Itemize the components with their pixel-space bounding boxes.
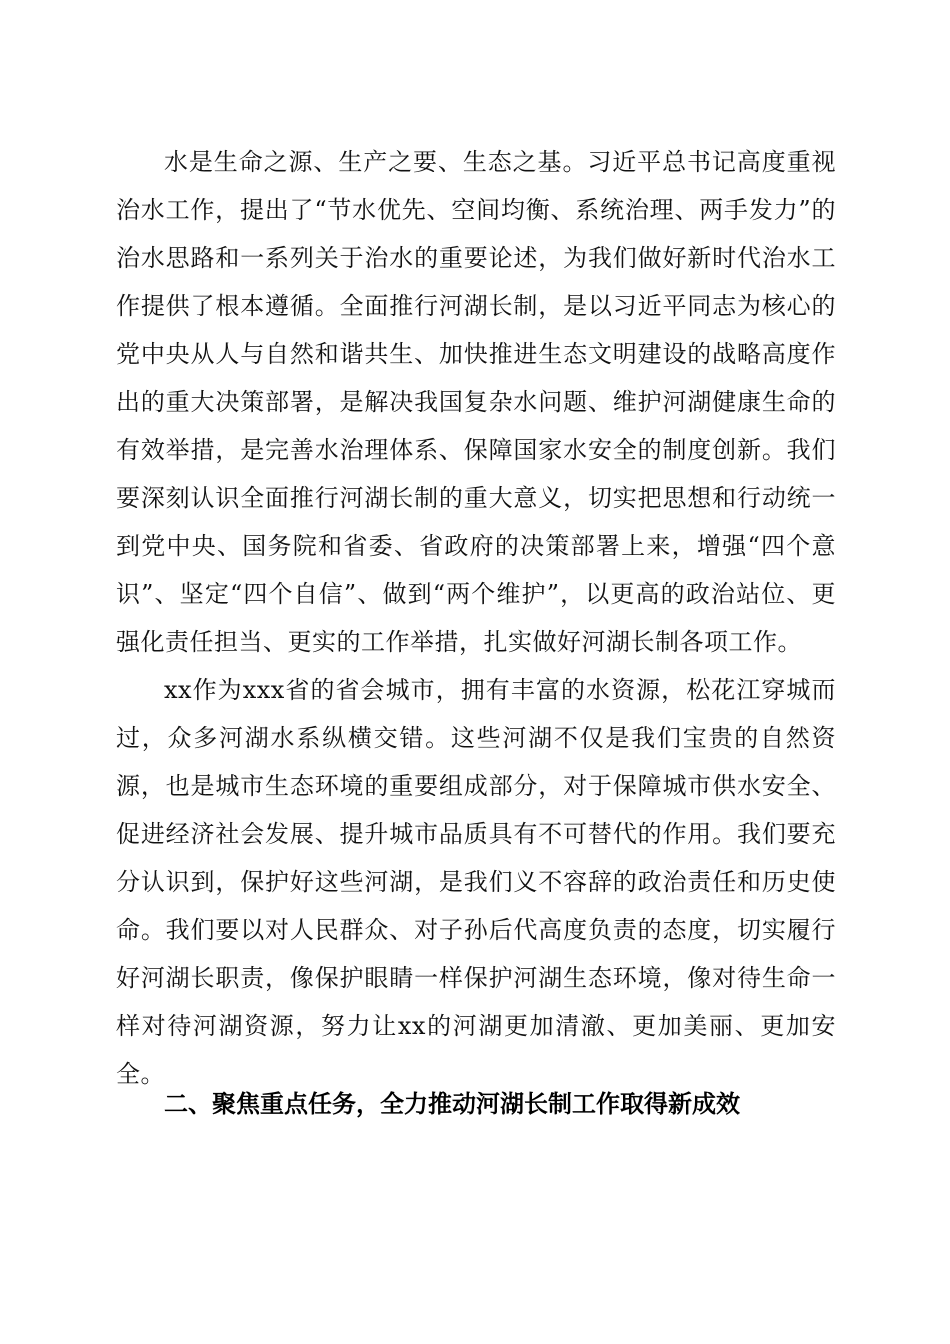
paragraph-city-water-resources: xx作为xxx省的省会城市，拥有丰富的水资源，松花江穿城而过，众多河湖水系纵横交错。这些河湖不仅是我们宝贵的自然资源，也是城市生态环境的重要组成部分，对于保障城市供水安全、促进经济社会发展、提升城市品质具有不可替代的作用。我们要充分认识到，保护好这些河湖，是我们义不容辞的政治责任和历史使命。我们要以对人民群众、对子孙后代高度负责的态度，切实履行好河湖长职责，像保护眼睛一样保护河湖生态环境，像对待生命一样对待河湖资源，努力让xx的河湖更加清澈、更加美丽、更加安全。 bbox=[116, 676, 836, 1088]
paragraph-significance: 水是生命之源、生产之要、生态之基。习近平总书记高度重视治水工作，提出了“节水优先、空间均衡、系统治理、两手发力”的治水思路和一系列关于治水的重要论述，为我们做好新时代治水工作提供了根本遵循。全面推行河湖长制，是以习近平同志为核心的党中央从人与自然和谐共生、加快推进生态文明建设的战略高度作出的重大决策部署，是解决我国复杂水问题、维护河湖健康生命的有效举措，是完善水治理体系、保障国家水安全的制度创新。我们要深刻认识全面推行河湖长制的重大意义，切实把思想和行动统一到党中央、国务院和省委、省政府的决策部署上来，增强“四个意识”、坚定“四个自信”、做到“两个维护”，以更高的政治站位、更强化责任担当、更实的工作举措，扎实做好河湖长制各项工作。 bbox=[116, 148, 836, 656]
section-heading: 二、聚焦重点任务，全力推动河湖长制工作取得新成效 bbox=[164, 1090, 740, 1118]
document-body bbox=[116, 138, 836, 1098]
